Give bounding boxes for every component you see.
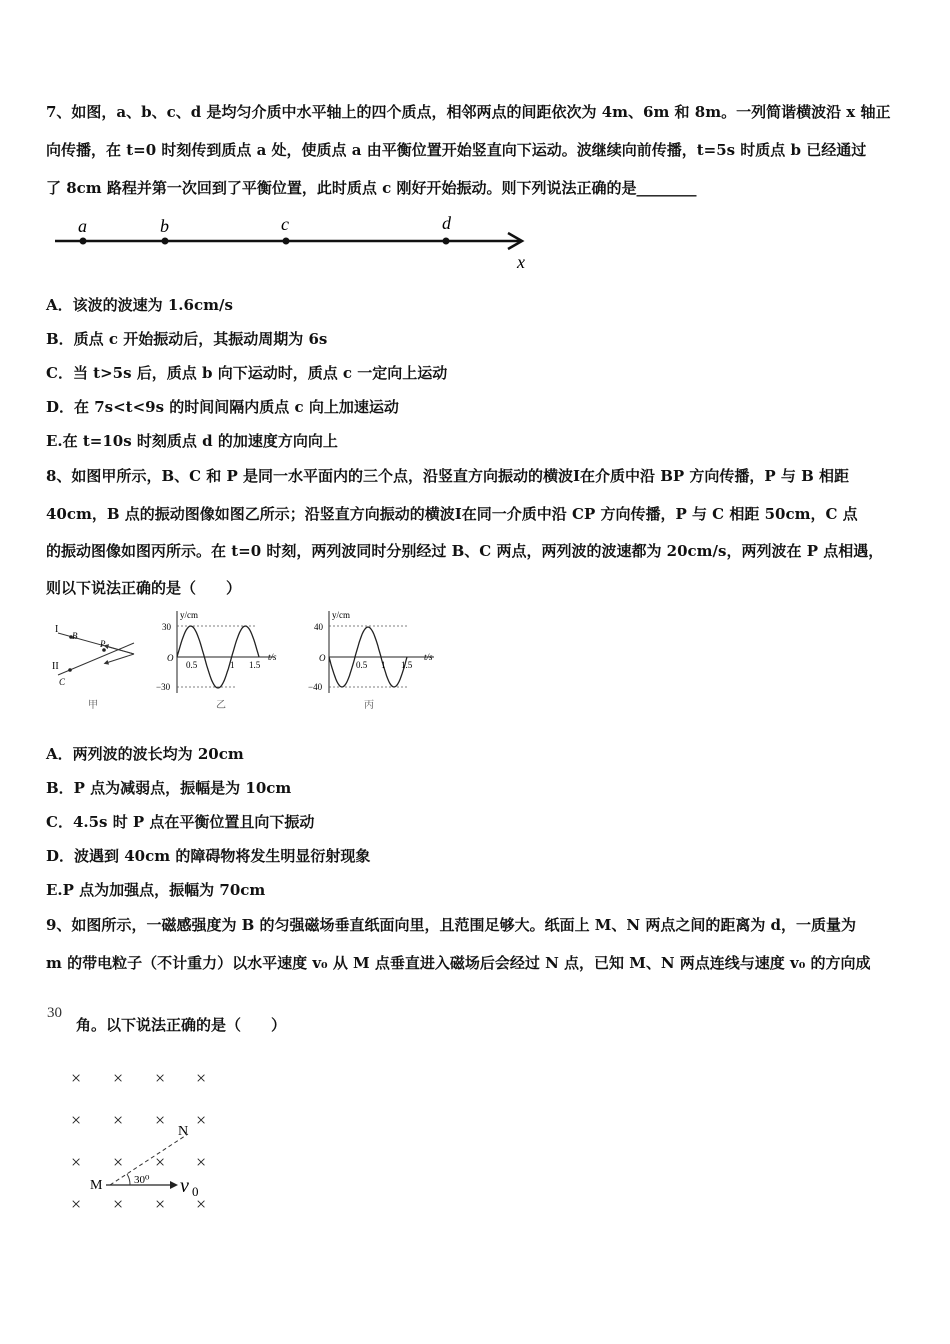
q8-figures: [46, 605, 446, 717]
field-cross-1-0: ×: [71, 1110, 82, 1130]
q8-option-a: A．两列波的波长均为 20cm: [46, 745, 244, 763]
bing-ymax: 40: [314, 622, 323, 632]
jia-label-c: C: [59, 677, 66, 687]
q9-line-2: m 的带电粒子（不计重力）以水平速度 v₀ 从 M 点垂直进入磁场后会经过 N 点，已知 M、N 两点连线与速度 v₀ 的方向成: [46, 954, 871, 972]
q7-line-1: 7、如图，a、b、c、d 是均匀介质中水平轴上的四个质点，相邻两点的间距依次为 4m、6m 和 8m。一列简谐横波沿 x 轴正: [46, 103, 891, 121]
point-d: [443, 238, 450, 245]
q8-line-1: 8、如图甲所示，B、C 和 P 是同一水平面内的三个点，沿竖直方向振动的横波Ⅰ在介质中沿 BP 方向传播，P 与 B 相距: [46, 467, 850, 485]
label-v-sub: 0: [192, 1184, 199, 1199]
field-cross-1-1: ×: [113, 1110, 124, 1130]
q8-option-e: E.P 点为加强点，振幅为 70cm: [46, 881, 266, 899]
bing-caption: 丙: [364, 700, 374, 711]
q7-option-d: D．在 7s<t<9s 的时间间隔内质点 c 向上加速运动: [46, 398, 399, 416]
field-cross-0-0: ×: [71, 1068, 82, 1088]
field-cross-2-0: ×: [71, 1152, 82, 1172]
q8-line-4: 则以下说法正确的是（ ）: [46, 579, 242, 597]
q8-option-b: B．P 点为减弱点，振幅是为 10cm: [46, 779, 292, 797]
jia-caption: 甲: [88, 700, 98, 711]
field-cross-3-3: ×: [196, 1194, 207, 1214]
bing-origin: O: [319, 653, 326, 663]
q8-line-2: 40cm，B 点的振动图像如图乙所示；沿竖直方向振动的横波Ⅰ在同一介质中沿 CP 方向传播，P 与 C 相距 50cm，C 点: [46, 505, 858, 523]
field-cross-1-2: ×: [155, 1110, 166, 1130]
bing-tick-3: 1.5: [401, 660, 413, 670]
q7-option-e: E.在 t=10s 时刻质点 d 的加速度方向向上: [46, 432, 338, 450]
q7-line-2: 向传播，在 t=0 时刻传到质点 a 处，使质点 a 由平衡位置开始竖直向下运动。波继续向前传播，t=5s 时质点 b 已经通过: [46, 141, 867, 159]
q8-option-c: C．4.5s 时 P 点在平衡位置且向下振动: [46, 813, 315, 831]
yi-ymin: −30: [156, 682, 171, 692]
q8-option-d: D．波遇到 40cm 的障碍物将发生明显衍射现象: [46, 847, 371, 865]
q7-option-c: C．当 t>5s 后，质点 b 向下运动时，质点 c 一定向上运动: [46, 364, 448, 382]
q9-magnetic-field-figure: [60, 1062, 230, 1222]
bing-ylabel: y/cm: [332, 610, 350, 620]
q8-line-3: 的振动图像如图丙所示。在 t=0 时刻，两列波同时分别经过 B、C 两点，两列波的波速都为 20cm/s，两列波在 P 点相遇，: [46, 542, 884, 560]
figure-yi: [156, 610, 277, 711]
angle-arc: [127, 1174, 130, 1185]
field-cross-0-1: ×: [113, 1068, 124, 1088]
point-b: [162, 238, 169, 245]
bing-xlabel: t/s: [424, 652, 433, 662]
label-c: c: [281, 214, 289, 234]
label-a: a: [78, 216, 87, 236]
q7-option-b: B．质点 c 开始振动后，其振动周期为 6s: [46, 330, 328, 348]
field-cross-2-3: ×: [196, 1152, 207, 1172]
label-v: v: [180, 1175, 189, 1197]
jia-label-i: I: [55, 624, 59, 635]
field-cross-2-2: ×: [155, 1152, 166, 1172]
label-b: b: [160, 216, 169, 236]
label-x: x: [517, 252, 525, 272]
yi-ylabel: y/cm: [180, 610, 198, 620]
jia-label-p: P: [100, 639, 106, 649]
figure-jia: [52, 624, 134, 711]
field-cross-3-0: ×: [71, 1194, 82, 1214]
margin-number: 30: [47, 1005, 62, 1021]
yi-origin: O: [167, 653, 174, 663]
yi-tick-1: 0.5: [186, 660, 198, 670]
field-cross-1-3: ×: [196, 1110, 207, 1130]
q7-option-a: A．该波的波速为 1.6cm/s: [46, 296, 233, 314]
point-c: [283, 238, 290, 245]
field-cross-2-1: ×: [113, 1152, 124, 1172]
figure-bing: [308, 610, 434, 711]
velocity-arrow-head-icon: [170, 1181, 178, 1189]
label-angle: 30⁰: [134, 1174, 150, 1186]
q7-axis-figure: [50, 208, 540, 272]
yi-ymax: 30: [162, 622, 171, 632]
label-n: N: [178, 1124, 189, 1139]
yi-tick-2: 1: [230, 660, 235, 670]
point-a: [80, 238, 87, 245]
field-cross-3-1: ×: [113, 1194, 124, 1214]
label-m: M: [90, 1178, 103, 1193]
yi-tick-3: 1.5: [249, 660, 261, 670]
field-cross-3-2: ×: [155, 1194, 166, 1214]
bing-tick-2: 1: [381, 660, 386, 670]
field-cross-0-2: ×: [155, 1068, 166, 1088]
field-cross-0-3: ×: [196, 1068, 207, 1088]
bing-ymin: −40: [308, 682, 323, 692]
yi-caption: 乙: [216, 700, 226, 711]
q7-line-3: 了 8cm 路程并第一次回到了平衡位置，此时质点 c 刚好开始振动。则下列说法正确的是________: [46, 179, 697, 197]
jia-label-ii: II: [52, 661, 59, 672]
q9-line-1: 9、如图所示，一磁感强度为 B 的匀强磁场垂直纸面向里，且范围足够大。纸面上 M、N 两点之间的距离为 d，一质量为: [46, 916, 857, 934]
jia-label-b: B: [72, 631, 78, 641]
bing-tick-1: 0.5: [356, 660, 368, 670]
q9-line-3: 角。以下说法正确的是（ ）: [76, 1016, 287, 1034]
yi-xlabel: t/s: [268, 652, 277, 662]
label-d: d: [442, 213, 451, 233]
